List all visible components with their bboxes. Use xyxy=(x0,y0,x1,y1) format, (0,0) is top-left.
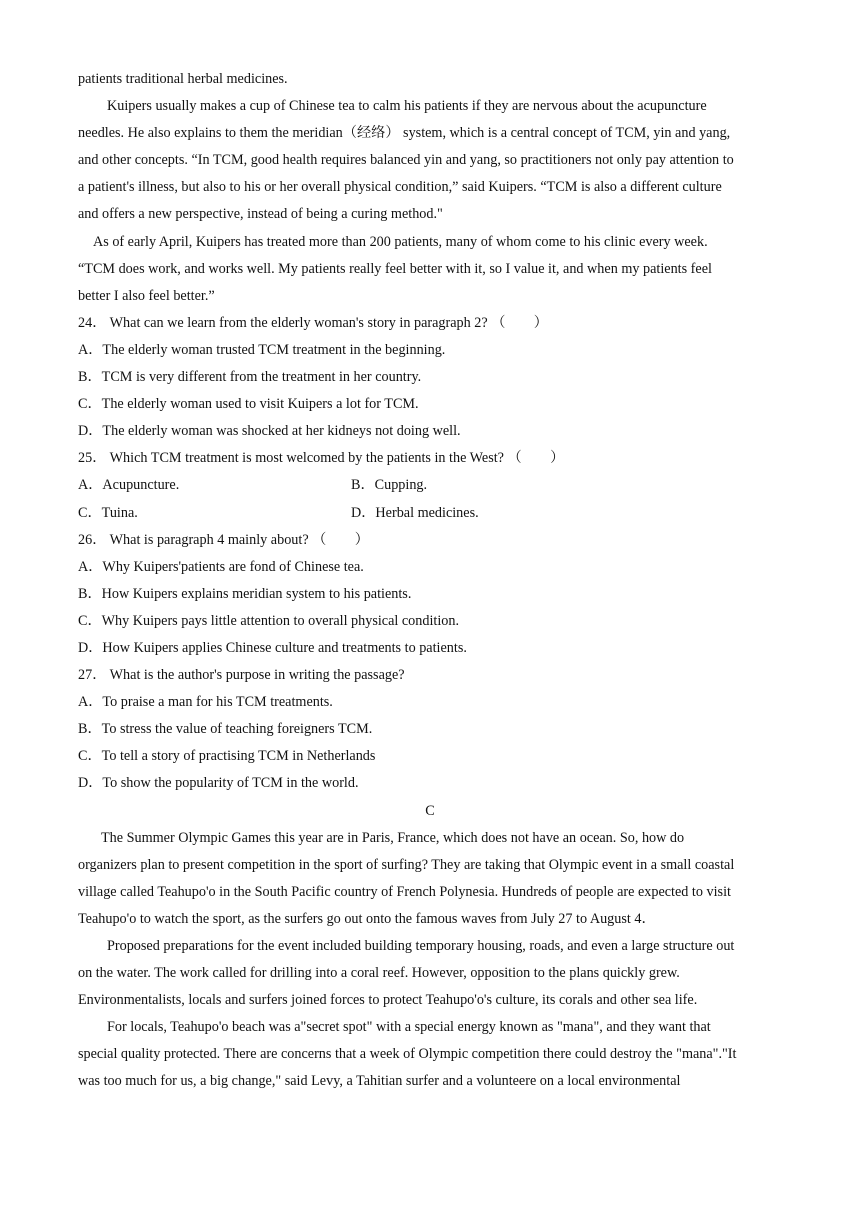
paragraph-line: As of early April, Kuipers has treated more than 200 patients, many of whom come to his clinic every week. xyxy=(93,233,708,250)
paragraph-line: “TCM does work, and works well. My patients really feel better with it, so I value it, and when my patients feel xyxy=(78,260,712,277)
option-24-c: C．The elderly woman used to visit Kuipers a lot for TCM. xyxy=(78,396,419,413)
question-27: 27． What is the author's purpose in writing the passage? xyxy=(78,667,405,684)
paragraph-line: and offers a new perspective, instead of being a curing method." xyxy=(78,206,443,223)
option-27-b: B．To stress the value of teaching foreigners TCM. xyxy=(78,721,373,738)
document-page xyxy=(78,66,782,1096)
paragraph-line: Kuipers usually makes a cup of Chinese tea to calm his patients if they are nervous about the acupuncture xyxy=(107,98,707,115)
option-25-d: D．Herbal medicines. xyxy=(351,504,479,521)
paragraph-line: Environmentalists, locals and surfers joined forces to protect Teahupo'o's culture, its corals and other sea life. xyxy=(78,992,698,1009)
option-26-c: C．Why Kuipers pays little attention to overall physical condition. xyxy=(78,612,460,629)
option-27-d: D．To show the popularity of TCM in the world. xyxy=(78,775,359,792)
option-24-d: D．The elderly woman was shocked at her kidneys not doing well. xyxy=(78,423,461,440)
question-25: 25． Which TCM treatment is most welcomed by the patients in the West? （ ） xyxy=(78,450,565,467)
options-25-row-1 xyxy=(78,472,782,499)
paragraph-line: a patient's illness, but also to his or her overall physical condition,” said Kuipers. “TCM is also a different culture xyxy=(78,179,722,196)
paragraph-line: village called Teahupo'o in the South Pacific country of French Polynesia. Hundreds of people are expected to visit xyxy=(78,883,731,900)
question-26: 26． What is paragraph 4 mainly about? （ ） xyxy=(78,531,369,548)
paragraph-line: Proposed preparations for the event included building temporary housing, roads, and even a large structure out xyxy=(107,938,735,954)
option-27-c: C．To tell a story of practising TCM in Netherlands xyxy=(78,748,376,765)
option-24-b: B．TCM is very different from the treatment in her country. xyxy=(78,369,422,386)
paragraph-line: For locals, Teahupo'o beach was a"secret spot" with a special energy known as "mana", and they want that xyxy=(107,1019,711,1036)
options-25-row-2 xyxy=(78,500,782,527)
paragraph-line: Teahupo'o to watch the sport, as the surfers go out onto the famous waves from July 27 to August 4． xyxy=(78,910,656,927)
paragraph-line: patients traditional herbal medicines. xyxy=(78,71,288,87)
option-25-b: B．Cupping. xyxy=(351,477,428,494)
paragraph-line: and other concepts. “In TCM, good health requires balanced yin and yang, so practitioners not only pay attention to xyxy=(78,152,734,169)
paragraph-line: special quality protected. There are concerns that a week of Olympic competition there could destroy the "mana"."It xyxy=(78,1046,737,1063)
option-26-a: A．Why Kuipers'patients are fond of Chinese tea. xyxy=(78,558,364,575)
option-26-b: B．How Kuipers explains meridian system to his patients. xyxy=(78,585,412,602)
question-24: 24． What can we learn from the elderly woman's story in paragraph 2? （ ） xyxy=(78,314,548,331)
paragraph-line: better I also feel better.” xyxy=(78,287,215,304)
paragraph-line: was too much for us, a big change," said Levy, a Tahitian surfer and a volunteere on a local environmental xyxy=(78,1073,681,1090)
paragraph-line: on the water. The work called for drilling into a coral reef. However, opposition to the plans quickly grew. xyxy=(78,965,680,982)
paragraph-line: The Summer Olympic Games this year are in Paris, France, which does not have an ocean. So, how do xyxy=(101,829,685,846)
option-25-c: C．Tuina. xyxy=(78,504,138,521)
option-24-a: A．The elderly woman trusted TCM treatment in the beginning. xyxy=(78,341,446,358)
paragraph-line: organizers plan to present competition in the sport of surfing? They are taking that Olympic event in a small coastal xyxy=(78,856,735,873)
option-26-d: D．How Kuipers applies Chinese culture and treatments to patients. xyxy=(78,639,467,656)
paragraph-line: needles. He also explains to them the meridian（经络） system, which is a central concept of TCM, yin and yang, xyxy=(78,125,731,142)
option-27-a: A．To praise a man for his TCM treatments. xyxy=(78,694,333,711)
option-25-a: A．Acupuncture. xyxy=(78,477,180,494)
section-heading-c: C xyxy=(425,802,435,819)
